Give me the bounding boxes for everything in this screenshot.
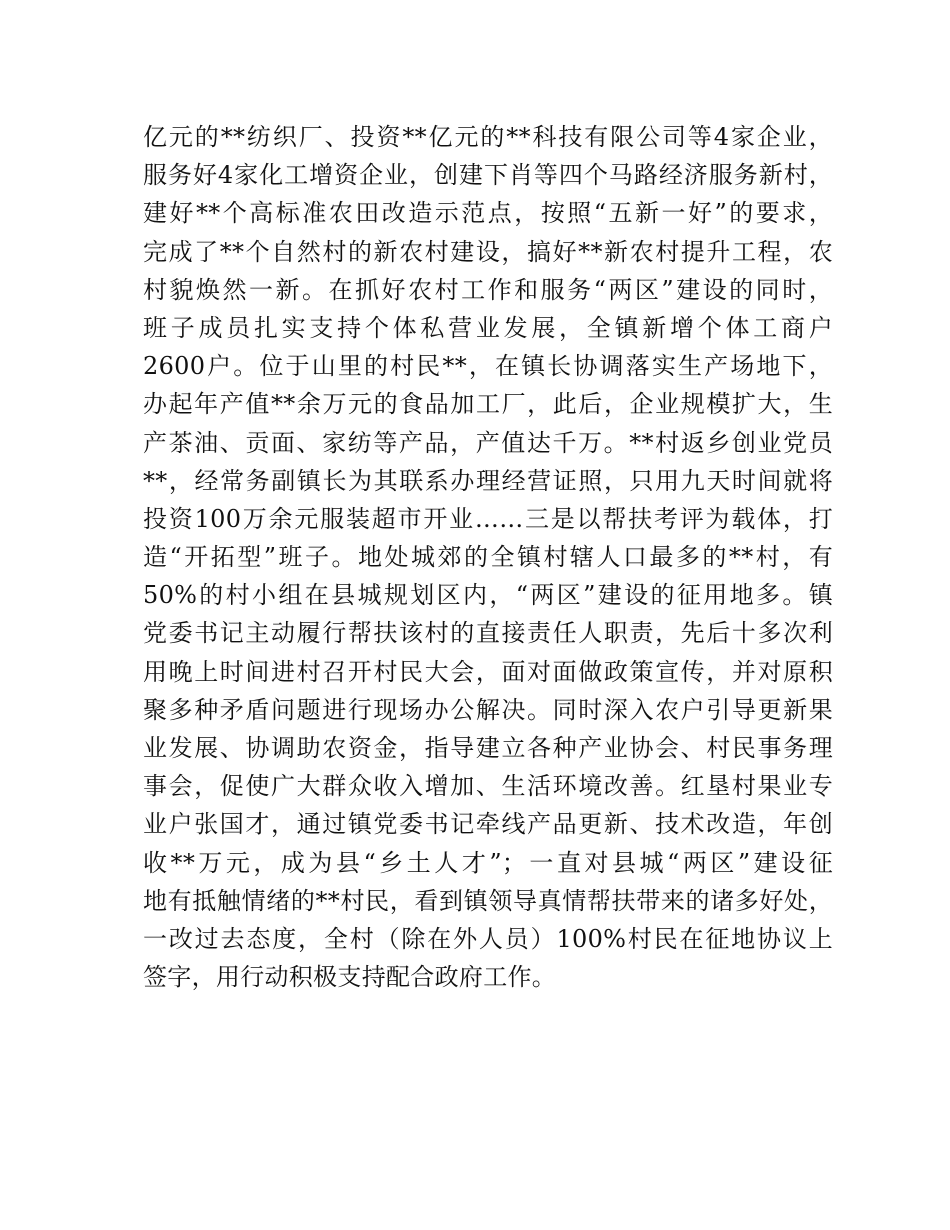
text-line-18: 事会，促使广大群众收入增加、生活环境改善。红垦村果业专 xyxy=(143,772,833,801)
text-line-16: 聚多种矛盾问题进行现场办公解决。同时深入农户引导更新果 xyxy=(143,695,833,724)
text-line-2: 服务好4家化工增资企业，创建下肖等四个马路经济服务新村， xyxy=(143,161,833,190)
text-line-23: 签字，用行动积极支持配合政府工作。 xyxy=(143,963,557,992)
text-line-10: **，经常务副镇长为其联系办理经营证照，只用九天时间就将 xyxy=(143,466,833,495)
text-line-14: 党委书记主动履行帮扶该村的直接责任人职责，先后十多次利 xyxy=(143,619,833,648)
text-line-11: 投资100万余元服装超市开业……三是以帮扶考评为载体，打 xyxy=(143,504,833,533)
text-line-3: 建好**个高标准农田改造示范点，按照“五新一好”的要求， xyxy=(143,199,833,228)
text-line-20: 收**万元，成为县“乡土人才”；一直对县城“两区”建设征 xyxy=(143,848,833,877)
text-line-1: 亿元的**纺织厂、投资**亿元的**科技有限公司等4家企业， xyxy=(143,123,833,151)
text-line-7: 2600户。位于山里的村民**，在镇长协调落实生产场地下， xyxy=(143,352,833,381)
text-line-22: 一改过去态度，全村（除在外人员）100%村民在征地协议上 xyxy=(143,924,833,953)
text-line-5: 村貌焕然一新。在抓好农村工作和服务“两区”建设的同时， xyxy=(143,275,833,304)
text-line-8: 办起年产值**余万元的食品加工厂，此后，企业规模扩大，生 xyxy=(143,390,833,419)
text-line-13: 50%的村小组在县城规划区内，“两区”建设的征用地多。镇 xyxy=(143,581,833,610)
text-line-4: 完成了**个自然村的新农村建设，搞好**新农村提升工程，农 xyxy=(143,237,833,266)
body-paragraph xyxy=(143,118,833,996)
text-line-17: 业发展、协调助农资金，指导建立各种产业协会、村民事务理 xyxy=(143,734,833,762)
text-line-12: 造“开拓型”班子。地处城郊的全镇村辖人口最多的**村，有 xyxy=(143,543,833,572)
text-line-21: 地有抵触情绪的**村民，看到镇领导真情帮扶带来的诸多好处， xyxy=(143,886,833,915)
text-line-6: 班子成员扎实支持个体私营业发展，全镇新增个体工商户 xyxy=(143,313,833,342)
text-line-15: 用晚上时间进村召开村民大会，面对面做政策宣传，并对原积 xyxy=(143,657,833,686)
text-line-9: 产茶油、贡面、家纺等产品，产值达千万。**村返乡创业党员 xyxy=(143,428,833,457)
text-line-19: 业户张国才，通过镇党委书记牵线产品更新、技术改造，年创 xyxy=(143,810,833,839)
